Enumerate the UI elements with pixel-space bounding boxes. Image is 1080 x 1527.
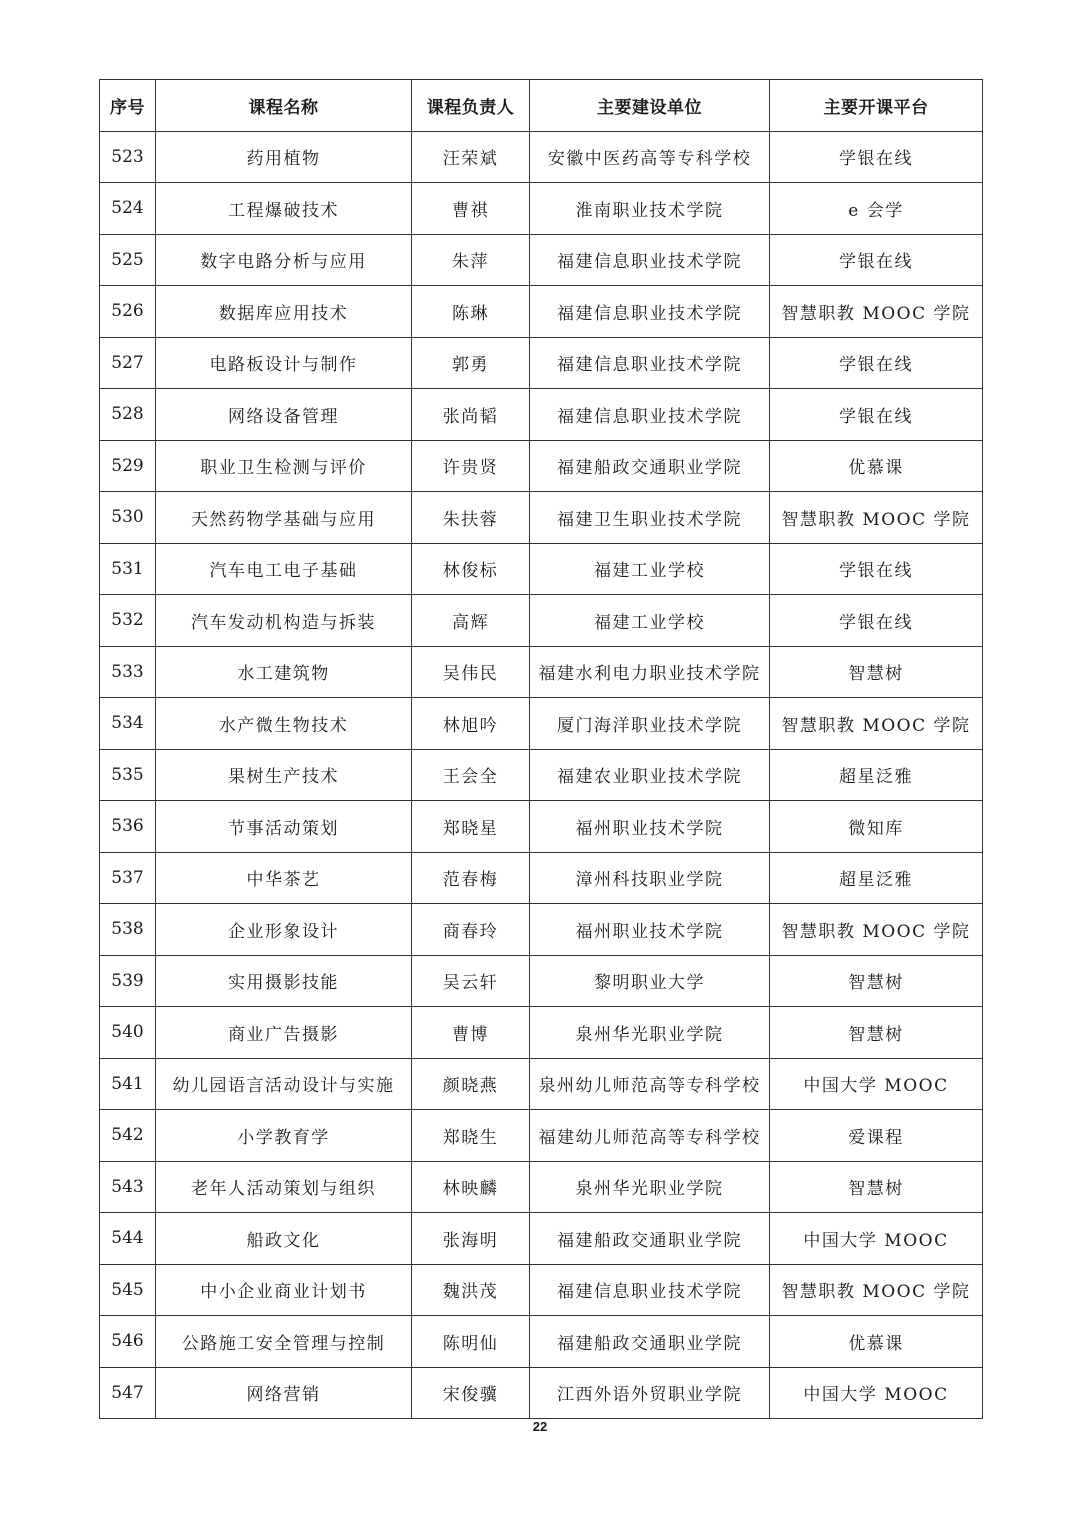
cell-course-name: 药用植物 (156, 131, 412, 183)
cell-institution: 福建工业学校 (530, 595, 770, 647)
cell-course-lead: 曹祺 (412, 183, 530, 235)
cell-platform: 超星泛雅 (770, 852, 983, 904)
page-number: 22 (532, 1419, 548, 1434)
table-row (100, 440, 983, 492)
table-row (100, 698, 983, 750)
cell-institution: 福建信息职业技术学院 (530, 389, 770, 441)
table-row (100, 904, 983, 956)
cell-institution: 福建农业职业技术学院 (530, 749, 770, 801)
cell-no: 525 (100, 234, 156, 286)
cell-platform: 爱课程 (770, 1110, 983, 1162)
cell-institution: 福州职业技术学院 (530, 801, 770, 853)
cell-course-lead: 汪荣斌 (412, 131, 530, 183)
cell-institution: 福建幼儿师范高等专科学校 (530, 1110, 770, 1162)
table-row (100, 1367, 983, 1419)
cell-platform: 学银在线 (770, 131, 983, 183)
cell-no: 537 (100, 852, 156, 904)
cell-no: 543 (100, 1161, 156, 1213)
cell-course-name: 船政文化 (156, 1213, 412, 1265)
cell-course-name: 数据库应用技术 (156, 286, 412, 338)
cell-no: 547 (100, 1367, 156, 1419)
cell-course-name: 天然药物学基础与应用 (156, 492, 412, 544)
cell-platform: 微知库 (770, 801, 983, 853)
cell-course-name: 电路板设计与制作 (156, 337, 412, 389)
cell-platform: 超星泛雅 (770, 749, 983, 801)
cell-no: 539 (100, 955, 156, 1007)
table-row (100, 1058, 983, 1110)
table-row (100, 543, 983, 595)
cell-platform: 智慧树 (770, 1007, 983, 1059)
cell-course-lead: 郑晓生 (412, 1110, 530, 1162)
cell-course-name: 水工建筑物 (156, 646, 412, 698)
table-row (100, 492, 983, 544)
table-row (100, 801, 983, 853)
cell-course-name: 老年人活动策划与组织 (156, 1161, 412, 1213)
cell-no: 533 (100, 646, 156, 698)
table-row (100, 955, 983, 1007)
cell-institution: 厦门海洋职业技术学院 (530, 698, 770, 750)
cell-institution: 泉州幼儿师范高等专科学校 (530, 1058, 770, 1110)
cell-platform: 学银在线 (770, 337, 983, 389)
cell-institution: 江西外语外贸职业学院 (530, 1367, 770, 1419)
cell-course-lead: 陈琳 (412, 286, 530, 338)
table-row (100, 337, 983, 389)
header-no: 序号 (100, 80, 156, 132)
cell-institution: 黎明职业大学 (530, 955, 770, 1007)
cell-platform: 学银在线 (770, 543, 983, 595)
cell-course-lead: 许贵贤 (412, 440, 530, 492)
cell-course-name: 实用摄影技能 (156, 955, 412, 1007)
cell-no: 544 (100, 1213, 156, 1265)
cell-course-lead: 郭勇 (412, 337, 530, 389)
cell-course-name: 网络营销 (156, 1367, 412, 1419)
cell-institution: 福建信息职业技术学院 (530, 286, 770, 338)
cell-institution: 淮南职业技术学院 (530, 183, 770, 235)
cell-platform: 智慧职教 MOOC 学院 (770, 286, 983, 338)
cell-platform: 智慧树 (770, 1161, 983, 1213)
cell-platform: 智慧职教 MOOC 学院 (770, 1264, 983, 1316)
cell-institution: 福建卫生职业技术学院 (530, 492, 770, 544)
cell-platform: 智慧职教 MOOC 学院 (770, 492, 983, 544)
cell-course-lead: 范春梅 (412, 852, 530, 904)
cell-no: 531 (100, 543, 156, 595)
cell-no: 546 (100, 1316, 156, 1368)
cell-course-lead: 颜晓燕 (412, 1058, 530, 1110)
cell-course-lead: 魏洪茂 (412, 1264, 530, 1316)
cell-institution: 福建信息职业技术学院 (530, 337, 770, 389)
cell-course-lead: 王会全 (412, 749, 530, 801)
cell-institution: 漳州科技职业学院 (530, 852, 770, 904)
cell-platform: 中国大学 MOOC (770, 1058, 983, 1110)
table-row (100, 749, 983, 801)
cell-platform: 智慧树 (770, 646, 983, 698)
cell-platform: 智慧职教 MOOC 学院 (770, 698, 983, 750)
cell-no: 538 (100, 904, 156, 956)
cell-no: 536 (100, 801, 156, 853)
cell-course-lead: 朱扶蓉 (412, 492, 530, 544)
cell-platform: 优慕课 (770, 440, 983, 492)
cell-course-name: 汽车电工电子基础 (156, 543, 412, 595)
cell-no: 527 (100, 337, 156, 389)
cell-course-lead: 林映麟 (412, 1161, 530, 1213)
cell-no: 523 (100, 131, 156, 183)
cell-no: 542 (100, 1110, 156, 1162)
table-row (100, 1110, 983, 1162)
cell-course-name: 企业形象设计 (156, 904, 412, 956)
table-row (100, 1007, 983, 1059)
header-course-lead: 课程负责人 (412, 80, 530, 132)
table-row (100, 852, 983, 904)
cell-course-name: 工程爆破技术 (156, 183, 412, 235)
cell-institution: 福建船政交通职业学院 (530, 1213, 770, 1265)
cell-course-lead: 林俊标 (412, 543, 530, 595)
cell-course-name: 节事活动策划 (156, 801, 412, 853)
table-row (100, 286, 983, 338)
cell-institution: 福州职业技术学院 (530, 904, 770, 956)
cell-course-name: 水产微生物技术 (156, 698, 412, 750)
cell-institution: 泉州华光职业学院 (530, 1161, 770, 1213)
header-row (100, 80, 983, 132)
header-platform: 主要开课平台 (770, 80, 983, 132)
table-row (100, 1161, 983, 1213)
cell-course-name: 商业广告摄影 (156, 1007, 412, 1059)
cell-course-lead: 曹博 (412, 1007, 530, 1059)
table-row (100, 389, 983, 441)
cell-no: 530 (100, 492, 156, 544)
cell-course-lead: 张尚韬 (412, 389, 530, 441)
cell-course-lead: 郑晓星 (412, 801, 530, 853)
course-table (99, 79, 983, 1419)
table-row (100, 234, 983, 286)
cell-course-lead: 朱萍 (412, 234, 530, 286)
table-row (100, 646, 983, 698)
cell-no: 524 (100, 183, 156, 235)
header-course-name: 课程名称 (156, 80, 412, 132)
cell-course-name: 果树生产技术 (156, 749, 412, 801)
cell-platform: 优慕课 (770, 1316, 983, 1368)
cell-no: 540 (100, 1007, 156, 1059)
cell-course-name: 中华茶艺 (156, 852, 412, 904)
cell-institution: 福建工业学校 (530, 543, 770, 595)
cell-course-name: 数字电路分析与应用 (156, 234, 412, 286)
cell-course-lead: 高辉 (412, 595, 530, 647)
cell-platform: 学银在线 (770, 595, 983, 647)
cell-institution: 泉州华光职业学院 (530, 1007, 770, 1059)
cell-platform: 中国大学 MOOC (770, 1213, 983, 1265)
cell-course-name: 汽车发动机构造与拆装 (156, 595, 412, 647)
cell-course-lead: 吴云轩 (412, 955, 530, 1007)
cell-institution: 福建信息职业技术学院 (530, 1264, 770, 1316)
cell-platform: 中国大学 MOOC (770, 1367, 983, 1419)
cell-institution: 福建船政交通职业学院 (530, 1316, 770, 1368)
cell-platform: 学银在线 (770, 234, 983, 286)
table-row (100, 1264, 983, 1316)
cell-no: 526 (100, 286, 156, 338)
table-body (100, 131, 983, 1419)
cell-course-lead: 吴伟民 (412, 646, 530, 698)
cell-no: 534 (100, 698, 156, 750)
cell-course-lead: 陈明仙 (412, 1316, 530, 1368)
table-row (100, 131, 983, 183)
cell-no: 529 (100, 440, 156, 492)
header-institution: 主要建设单位 (530, 80, 770, 132)
cell-institution: 福建信息职业技术学院 (530, 234, 770, 286)
cell-no: 532 (100, 595, 156, 647)
table-row (100, 1213, 983, 1265)
cell-platform: 智慧树 (770, 955, 983, 1007)
cell-no: 541 (100, 1058, 156, 1110)
cell-no: 528 (100, 389, 156, 441)
cell-course-lead: 林旭吟 (412, 698, 530, 750)
cell-course-name: 小学教育学 (156, 1110, 412, 1162)
cell-platform: 智慧职教 MOOC 学院 (770, 904, 983, 956)
cell-course-name: 幼儿园语言活动设计与实施 (156, 1058, 412, 1110)
cell-course-name: 公路施工安全管理与控制 (156, 1316, 412, 1368)
cell-platform: 学银在线 (770, 389, 983, 441)
cell-platform: e 会学 (770, 183, 983, 235)
table-header (100, 80, 983, 132)
cell-course-lead: 商春玲 (412, 904, 530, 956)
cell-no: 535 (100, 749, 156, 801)
cell-institution: 福建船政交通职业学院 (530, 440, 770, 492)
cell-course-lead: 宋俊骥 (412, 1367, 530, 1419)
table-row (100, 595, 983, 647)
table-row (100, 183, 983, 235)
cell-course-name: 职业卫生检测与评价 (156, 440, 412, 492)
cell-course-name: 网络设备管理 (156, 389, 412, 441)
cell-institution: 安徽中医药高等专科学校 (530, 131, 770, 183)
cell-course-name: 中小企业商业计划书 (156, 1264, 412, 1316)
cell-no: 545 (100, 1264, 156, 1316)
table-row (100, 1316, 983, 1368)
cell-course-lead: 张海明 (412, 1213, 530, 1265)
cell-institution: 福建水利电力职业技术学院 (530, 646, 770, 698)
